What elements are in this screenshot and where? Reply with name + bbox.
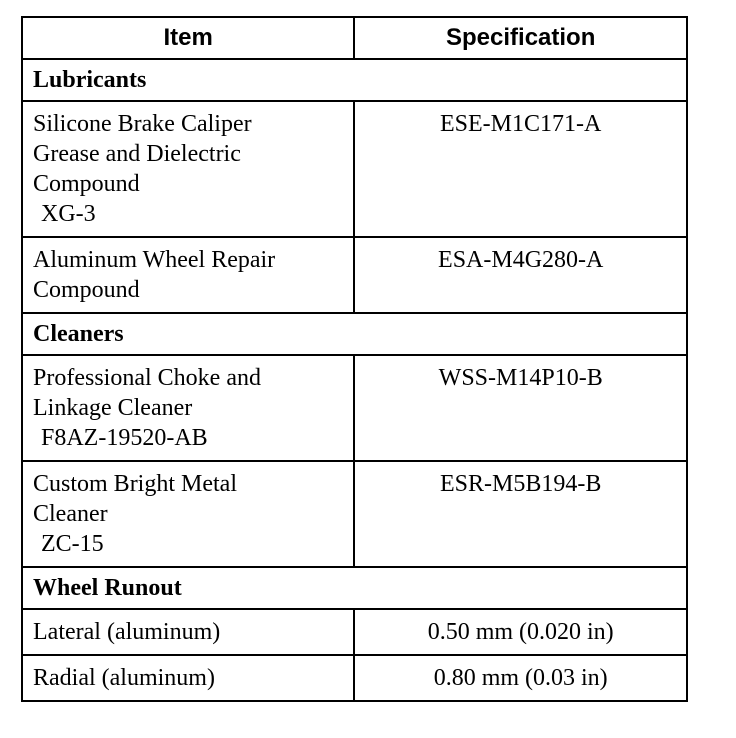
section-row-cleaners xyxy=(22,313,687,355)
item-cell xyxy=(22,355,354,461)
specification-cell: ESE-M1C171-A xyxy=(354,101,687,237)
table-row xyxy=(22,101,687,237)
section-title-lubricants: Lubricants xyxy=(22,59,687,101)
item-cell xyxy=(22,461,354,567)
part-number: ZC-15 xyxy=(41,531,104,557)
item-name-line: Grease and Dielectric xyxy=(33,141,241,167)
item-name-line: Aluminum Wheel Repair xyxy=(33,247,276,273)
specification-cell: ESA-M4G280-A xyxy=(354,237,687,313)
column-header-item: Item xyxy=(22,17,354,59)
item-cell: Lateral (aluminum) xyxy=(22,609,354,655)
specification-cell: WSS-M14P10-B xyxy=(354,355,687,461)
table-row xyxy=(22,655,687,701)
column-header-specification: Specification xyxy=(354,17,687,59)
table-row xyxy=(22,355,687,461)
part-number: F8AZ-19520-AB xyxy=(41,425,208,451)
specification-cell: 0.50 mm (0.020 in) xyxy=(354,609,687,655)
item-name-line: Cleaner xyxy=(33,501,108,527)
section-row-lubricants xyxy=(22,59,687,101)
part-number: XG-3 xyxy=(41,201,96,227)
item-name-line: Silicone Brake Caliper xyxy=(33,111,252,137)
item-name-line: Custom Bright Metal xyxy=(33,471,237,497)
specification-cell: ESR-M5B194-B xyxy=(354,461,687,567)
section-title-wheel-runout: Wheel Runout xyxy=(22,567,687,609)
item-name-line: Professional Choke and xyxy=(33,365,261,391)
item-cell xyxy=(22,101,354,237)
table-row xyxy=(22,237,687,313)
section-title-cleaners: Cleaners xyxy=(22,313,687,355)
item-cell: Radial (aluminum) xyxy=(22,655,354,701)
item-name-line: Compound xyxy=(33,171,140,197)
item-name-line: Linkage Cleaner xyxy=(33,395,193,421)
table-row xyxy=(22,461,687,567)
item-cell xyxy=(22,237,354,313)
section-row-wheel-runout xyxy=(22,567,687,609)
table-row xyxy=(22,609,687,655)
specification-table xyxy=(21,16,688,702)
item-name-line: Compound xyxy=(33,277,140,303)
table-header-row xyxy=(22,17,687,59)
specification-cell: 0.80 mm (0.03 in) xyxy=(354,655,687,701)
